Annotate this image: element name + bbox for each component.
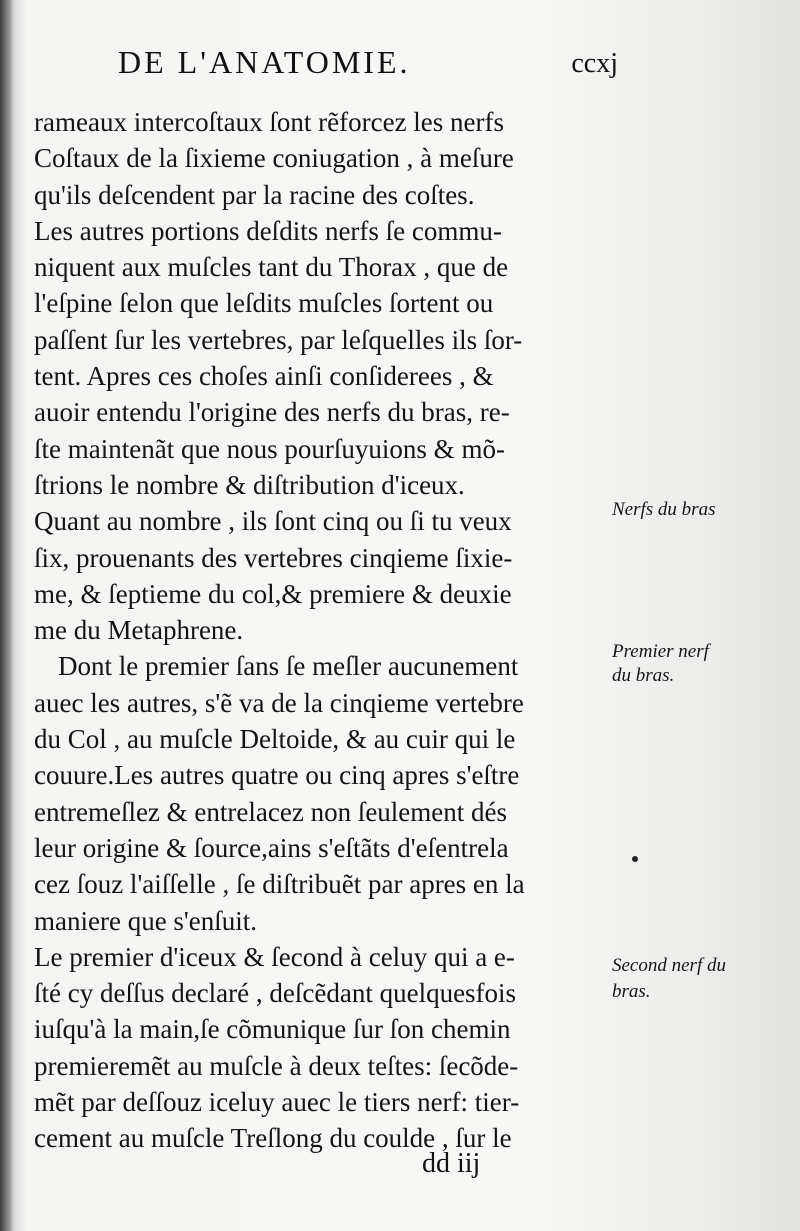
text-line: couure.Les autres quatre ou cinq apres s'eſtre [34, 760, 520, 791]
ink-speck [632, 856, 638, 862]
text-line: entremeſlez & entrelacez non ſeulement dés [34, 796, 508, 827]
text-line: Dont le premier ſans ſe meſler aucunement [58, 651, 519, 682]
text-line: ſix, prouenants des vertebres cinqieme ſixie- [34, 542, 513, 573]
text-line: cement au muſcle Treſlong du coulde , ſur le [34, 1123, 512, 1154]
gutter-shadow [0, 0, 14, 1231]
text-line: ſté cy deſſus declaré , deſcẽdant quelquesfois [34, 978, 517, 1009]
text-line: Coſtaux de la ſixieme coniugation , à meſure [34, 143, 514, 174]
text-line: qu'ils deſcendent par la racine des coſtes. [34, 179, 475, 210]
text-line: ſtrions le nombre & diſtribution d'iceux. [34, 469, 465, 500]
running-title: DE L'ANATOMIE. [118, 44, 411, 80]
text-line: ſte maintenãt que nous pourſuyuions & mõ- [34, 433, 505, 464]
text-line: maniere que s'enſuit. [34, 905, 258, 936]
text-line: rameaux intercoſtaux ſont rẽforcez les nerfs [34, 107, 505, 137]
text-line: l'eſpine ſelon que leſdits muſcles ſortent ou [34, 288, 494, 319]
text-line: mẽt par deſſouz iceluy auec le tiers nerf: tier- [34, 1087, 520, 1118]
text-line: leur origine & ſource,ains s'eſtãts d'eſentrela [34, 832, 509, 863]
margin-note-second-nerf: Second nerf du [612, 955, 726, 976]
signature-mark: dd iij [422, 1148, 481, 1179]
text-line: Les autres portions deſdits nerfs ſe commu- [34, 215, 502, 246]
text-line: du Col , au muſcle Deltoide, & au cuir qui le [34, 724, 516, 755]
margin-note-premier-nerf: Premier nerf [612, 641, 709, 662]
text-line: me du Metaphrene. [34, 615, 244, 646]
folio-number: ccxj [571, 48, 618, 79]
text-line: niquent aux muſcles tant du Thorax , que de [34, 252, 509, 283]
page-header [118, 44, 618, 84]
text-line: tent. Apres ces choſes ainſi conſiderees , & [34, 361, 494, 392]
text-line: iuſqu'à la main,ſe cõmunique ſur ſon chemin [34, 1014, 511, 1045]
text-line: premieremẽt au muſcle à deux teſtes: ſecõde- [34, 1050, 519, 1081]
main-text-block [34, 104, 614, 1157]
text-line: auec les autres, s'ẽ va de la cinqieme vertebre [34, 687, 524, 718]
text-line: Le premier d'iceux & ſecond à celuy qui a e- [34, 941, 515, 972]
text-line: paſſent ſur les vertebres, par leſquelles ils ſor- [34, 324, 523, 355]
margin-note-second-nerf-2: bras. [612, 981, 651, 1002]
text-line: me, & ſeptieme du col,& premiere & deuxie [34, 578, 512, 609]
text-line: cez ſouz l'aiſſelle , ſe diſtribuẽt par apres en la [34, 869, 525, 900]
margin-note-nerfs-du-bras: Nerfs du bras [612, 499, 716, 520]
margin-note-premier-nerf-2: du bras. [612, 665, 675, 686]
text-line: Quant au nombre , ils ſont cinq ou ſi tu veux [34, 506, 512, 537]
text-line: auoir entendu l'origine des nerfs du bras, re- [34, 397, 510, 428]
